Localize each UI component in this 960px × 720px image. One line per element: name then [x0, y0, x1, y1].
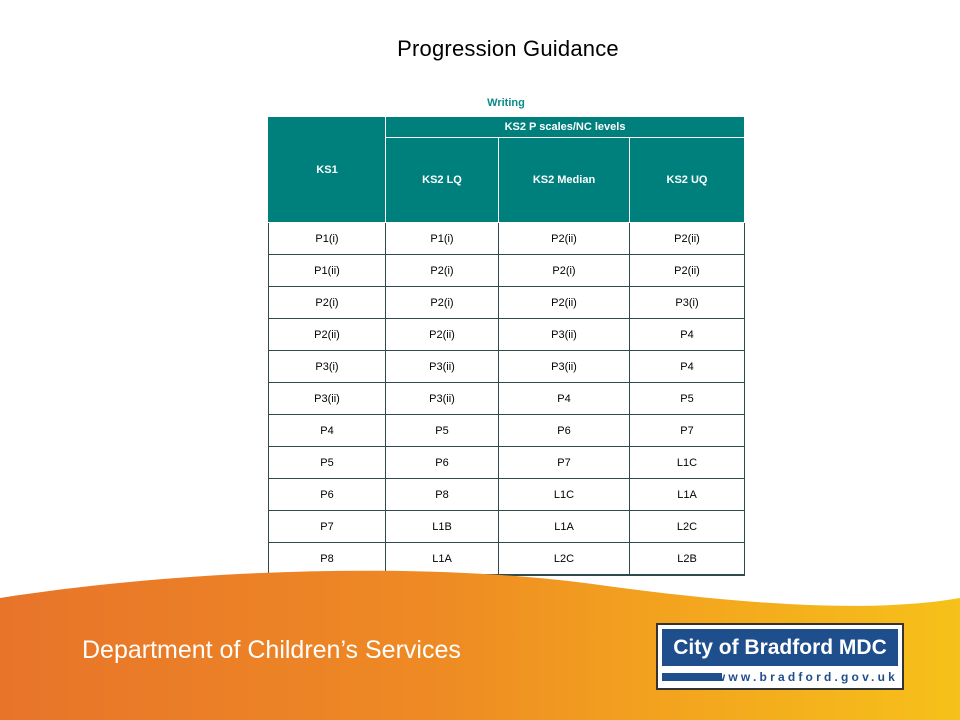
table-cell: P3(i) — [269, 351, 386, 383]
header-ks1: KS1 — [269, 117, 386, 223]
table-cell: P4 — [630, 319, 745, 351]
table-cell: P2(ii) — [630, 255, 745, 287]
table-cell: P7 — [269, 511, 386, 543]
table-cell: P5 — [386, 415, 499, 447]
table-cell: P3(ii) — [386, 383, 499, 415]
header-ks2-uq: KS2 UQ — [630, 138, 745, 223]
table-cell: P3(ii) — [499, 319, 630, 351]
table-cell: P2(ii) — [499, 287, 630, 319]
table-cell: P2(i) — [386, 287, 499, 319]
header-ks2-median: KS2 Median — [499, 138, 630, 223]
table-cell: P2(i) — [499, 255, 630, 287]
table-cell: L1B — [386, 511, 499, 543]
table-cell: P5 — [269, 447, 386, 479]
logo-title: City of Bradford MDC — [662, 629, 898, 666]
bradford-logo — [656, 623, 904, 690]
table-cell: P4 — [630, 351, 745, 383]
table-cell: P1(i) — [386, 223, 499, 255]
page-title: Progression Guidance — [397, 36, 619, 61]
table-cell: P7 — [630, 415, 745, 447]
table-cell: P1(i) — [269, 223, 386, 255]
table-cell: P5 — [630, 383, 745, 415]
logo-url: www.bradford.gov.uk — [715, 670, 898, 684]
table-cell: P2(ii) — [269, 319, 386, 351]
table-cell: P2(i) — [386, 255, 499, 287]
table-cell: P1(ii) — [269, 255, 386, 287]
table-cell: P8 — [386, 479, 499, 511]
table-cell: P7 — [499, 447, 630, 479]
table-cell: L1A — [386, 543, 499, 576]
table-cell: P3(i) — [630, 287, 745, 319]
table-cell: P3(ii) — [269, 383, 386, 415]
table-cell: P2(ii) — [630, 223, 745, 255]
table-cell: L2B — [630, 543, 745, 576]
table-cell: L1C — [630, 447, 745, 479]
table-cell: L1C — [499, 479, 630, 511]
table-cell: P4 — [499, 383, 630, 415]
table-cell: P3(ii) — [386, 351, 499, 383]
table-cell: P3(ii) — [499, 351, 630, 383]
table-cell: L2C — [630, 511, 745, 543]
table-cell: P4 — [269, 415, 386, 447]
table-cell: L1A — [499, 511, 630, 543]
table-cell: P6 — [386, 447, 499, 479]
table-cell: P8 — [269, 543, 386, 576]
header-ks2-lq: KS2 LQ — [386, 138, 499, 223]
table-cell: P6 — [269, 479, 386, 511]
department-name: Department of Children’s Services — [82, 636, 461, 664]
table-cell: P2(ii) — [499, 223, 630, 255]
table-cell: P2(i) — [269, 287, 386, 319]
table-cell: L2C — [499, 543, 630, 576]
header-ks2-group: KS2 P scales/NC levels — [386, 117, 745, 138]
table-subtitle: Writing — [487, 97, 525, 109]
table-cell: P6 — [499, 415, 630, 447]
table-cell: L1A — [630, 479, 745, 511]
table-cell: P2(ii) — [386, 319, 499, 351]
